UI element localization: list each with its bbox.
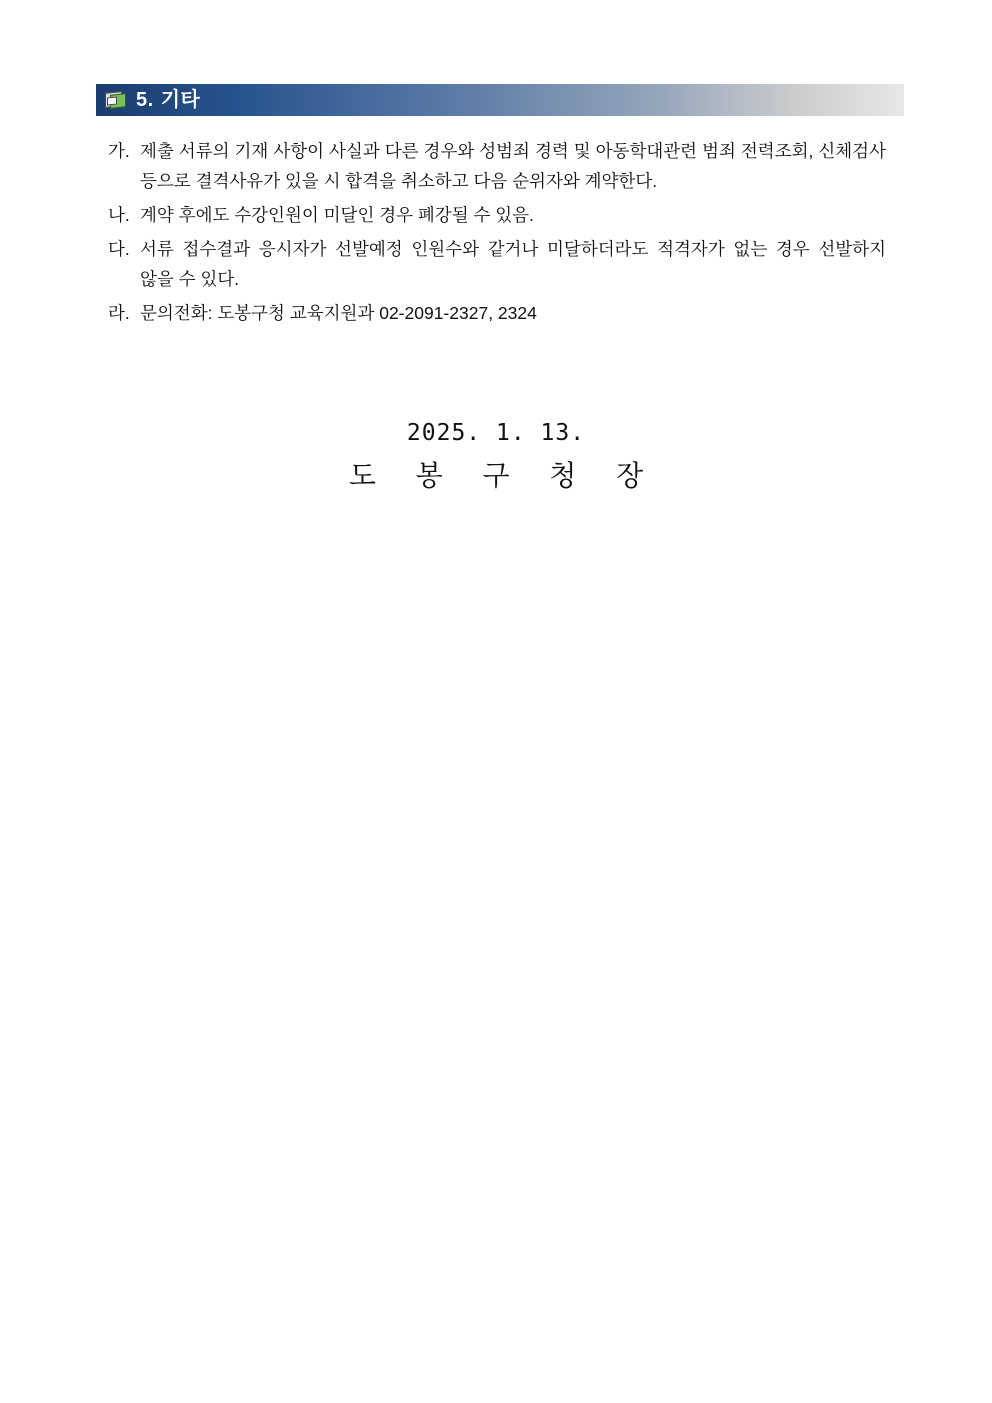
section-number: 5. [136, 89, 154, 111]
list-item [108, 298, 886, 328]
signature-date: 2025. 1. 13. [406, 420, 586, 446]
list-item-text: 제출 서류의 기재 사항이 사실과 다른 경우와 성범죄 경력 및 아동학대관련 범죄 전력조회, 신체검사 등으로 결격사유가 있을 시 합격을 취소하고 다음 순위자와 계약한다. [140, 141, 886, 191]
clause-list [108, 136, 886, 332]
section-title: 기타 [160, 89, 201, 111]
list-item-marker: 다. [108, 239, 130, 259]
list-item-marker: 라. [108, 303, 130, 323]
list-item-text: 계약 후에도 수강인원이 미달인 경우 폐강될 수 있음. [140, 205, 534, 225]
list-item-marker: 나. [108, 205, 130, 225]
section-header-bar [96, 84, 904, 116]
document-stack-icon [104, 90, 128, 110]
list-item-text: 서류 접수결과 응시자가 선발예정 인원수와 같거나 미달하더라도 적격자가 없는 경우 선발하지 않을 수 있다. [140, 239, 886, 289]
list-item [108, 200, 886, 230]
signature-block [0, 416, 992, 502]
signature-office: 도 봉 구 청 장 [348, 460, 660, 491]
list-item [108, 234, 886, 294]
list-item-marker: 가. [108, 141, 130, 161]
list-item-text: 문의전화: 도봉구청 교육지원과 02-2091-2327, 2324 [140, 303, 537, 323]
list-item [108, 136, 886, 196]
